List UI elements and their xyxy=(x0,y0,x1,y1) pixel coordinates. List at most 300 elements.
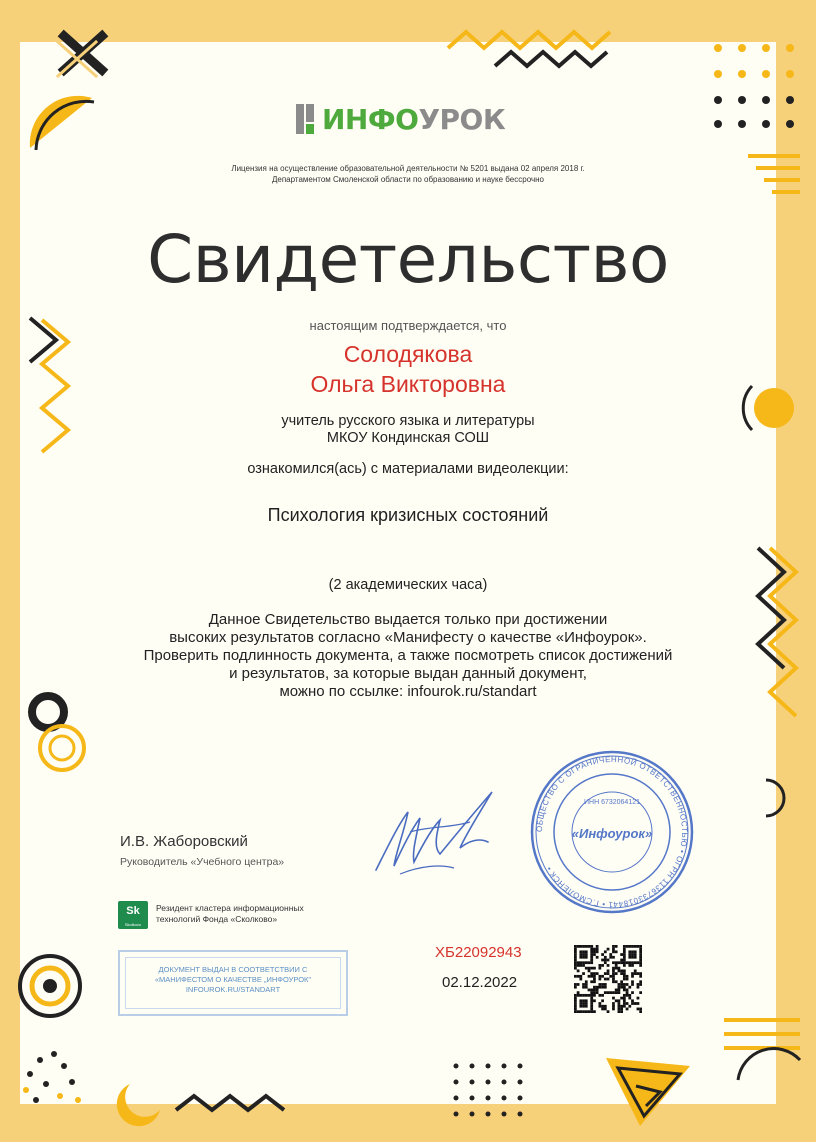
qr-module xyxy=(579,964,582,967)
qr-module xyxy=(623,961,626,964)
qr-module xyxy=(588,969,591,972)
qr-module xyxy=(601,994,604,997)
seal-center-text: «Инфоурок» xyxy=(571,826,653,841)
qr-module xyxy=(612,1002,615,1005)
qr-module xyxy=(620,997,623,1000)
qr-module xyxy=(582,1010,585,1013)
qr-module xyxy=(582,945,585,948)
qr-module xyxy=(574,986,577,989)
qr-module xyxy=(582,983,585,986)
qr-module xyxy=(604,1008,607,1011)
qr-module xyxy=(590,967,593,970)
qr-module xyxy=(574,945,577,948)
qr-module xyxy=(590,1002,593,1005)
qr-module xyxy=(623,983,626,986)
qr-module xyxy=(639,953,642,956)
notice-line-4: и результатов, за которые выдан данный документ, xyxy=(229,665,587,682)
qr-module xyxy=(590,972,593,975)
issue-date: 02.12.2022 xyxy=(442,974,518,991)
qr-module xyxy=(577,964,580,967)
qr-module xyxy=(582,961,585,964)
qr-module xyxy=(585,999,588,1002)
qr-module xyxy=(615,967,618,970)
qr-module xyxy=(623,997,626,1000)
qr-module xyxy=(590,961,593,964)
qr-module xyxy=(623,999,626,1002)
qr-module xyxy=(585,994,588,997)
qr-module xyxy=(593,1010,596,1013)
qr-module xyxy=(615,964,618,967)
qr-module xyxy=(612,972,615,975)
notice-line-5: можно по ссылке: infourok.ru/standart xyxy=(279,683,537,700)
qr-module xyxy=(618,1008,621,1011)
course-title: Психология кризисных состояний xyxy=(267,505,549,525)
qr-module xyxy=(598,975,601,978)
qr-module xyxy=(620,972,623,975)
logo-part-urok: УРОК xyxy=(418,103,506,136)
qr-module xyxy=(598,967,601,970)
qr-module xyxy=(577,1010,580,1013)
qr-module xyxy=(590,997,593,1000)
qr-module xyxy=(607,978,610,981)
qr-module xyxy=(634,969,637,972)
qr-module xyxy=(579,975,582,978)
qr-module xyxy=(615,950,618,953)
qr-module xyxy=(612,950,615,953)
qr-module xyxy=(585,1005,588,1008)
logo-wordmark xyxy=(322,103,505,137)
qr-module xyxy=(593,991,596,994)
qr-module xyxy=(601,986,604,989)
qr-module xyxy=(618,969,621,972)
qr-module xyxy=(596,945,599,948)
qr-module xyxy=(618,1002,621,1005)
qr-module xyxy=(639,975,642,978)
qr-module xyxy=(615,999,618,1002)
qr-module xyxy=(607,1010,610,1013)
qr-module xyxy=(574,964,577,967)
qr-module xyxy=(612,945,615,948)
qr-module xyxy=(593,967,596,970)
license-line-2: Департаментом Смоленской области по образованию и науке бессрочно xyxy=(271,175,545,184)
qr-module xyxy=(631,964,634,967)
qr-module xyxy=(574,1002,577,1005)
signatory-name: И.В. Жаборовский xyxy=(120,833,248,850)
qr-code-icon[interactable] xyxy=(574,945,642,1013)
skolkovo-badge-text: Sk xyxy=(126,905,140,917)
qr-module xyxy=(593,986,596,989)
qr-module xyxy=(590,975,593,978)
qr-module xyxy=(637,945,640,948)
qr-module xyxy=(585,950,588,953)
qr-module xyxy=(601,975,604,978)
qr-module xyxy=(585,983,588,986)
qr-module xyxy=(623,978,626,981)
qr-module xyxy=(615,972,618,975)
qr-module xyxy=(596,991,599,994)
acquainted-text: ознакомился(ась) с материалами видеолекции: xyxy=(247,461,569,477)
qr-module xyxy=(607,959,610,962)
qr-module xyxy=(607,948,610,951)
qr-module xyxy=(593,980,596,983)
seal-inn: ИНН 6732064121 xyxy=(583,799,641,806)
qr-module xyxy=(639,961,642,964)
qr-module xyxy=(582,964,585,967)
seal-ring-text: ОБЩЕСТВО С ОГРАНИЧЕННОЙ ОТВЕТСТВЕННОСТЬЮ • ОГРН 1136733018441 • Г.СМОЛЕНСК • xyxy=(534,754,690,910)
qr-module xyxy=(615,945,618,948)
qr-module xyxy=(618,986,621,989)
qr-module xyxy=(604,986,607,989)
qr-module xyxy=(593,989,596,992)
qr-module xyxy=(579,961,582,964)
logo-part-info: ИНФО xyxy=(322,103,419,136)
qr-module xyxy=(593,950,596,953)
license-line-1: Лицензия на осуществление образовательной деятельности № 5201 выдана 02 апреля 2018 г. xyxy=(231,164,585,173)
qr-module xyxy=(604,983,607,986)
qr-module xyxy=(577,991,580,994)
qr-module xyxy=(626,991,629,994)
qr-module xyxy=(577,994,580,997)
qr-module xyxy=(628,950,631,953)
qr-module xyxy=(628,964,631,967)
qr-module xyxy=(574,999,577,1002)
qr-module xyxy=(623,1005,626,1008)
qr-module xyxy=(634,961,637,964)
qr-module xyxy=(585,967,588,970)
qr-module xyxy=(579,1005,582,1008)
manifest-line-1: ДОКУМЕНТ ВЫДАН В СООТВЕТСТВИИ С xyxy=(158,965,308,974)
qr-module xyxy=(590,991,593,994)
notice-line-3: Проверить подлинность документа, а также посмотреть список достижений xyxy=(143,647,673,664)
qr-module xyxy=(582,1005,585,1008)
qr-module xyxy=(634,953,637,956)
qr-module xyxy=(590,1005,593,1008)
qr-module xyxy=(588,975,591,978)
qr-module xyxy=(634,972,637,975)
qr-module xyxy=(590,999,593,1002)
qr-module xyxy=(631,945,634,948)
qr-module xyxy=(601,999,604,1002)
qr-module xyxy=(579,994,582,997)
qr-module xyxy=(574,950,577,953)
qr-module xyxy=(620,986,623,989)
qr-module xyxy=(604,1005,607,1008)
qr-module xyxy=(628,1005,631,1008)
qr-module xyxy=(590,1008,593,1011)
qr-module xyxy=(631,975,634,978)
qr-module xyxy=(612,956,615,959)
qr-module xyxy=(579,1002,582,1005)
qr-module xyxy=(604,972,607,975)
qr-module xyxy=(637,1008,640,1011)
qr-module xyxy=(598,978,601,981)
qr-module xyxy=(623,959,626,962)
qr-module xyxy=(588,994,591,997)
qr-module xyxy=(623,975,626,978)
qr-module xyxy=(579,956,582,959)
qr-module xyxy=(637,997,640,1000)
qr-module xyxy=(618,1005,621,1008)
qr-module xyxy=(631,983,634,986)
qr-module xyxy=(612,975,615,978)
qr-module xyxy=(612,1008,615,1011)
qr-module xyxy=(574,953,577,956)
qr-module xyxy=(618,983,621,986)
qr-module xyxy=(585,1002,588,1005)
qr-module xyxy=(618,999,621,1002)
manifest-stamp-box xyxy=(118,950,348,1016)
skolkovo-line-1: Резидент кластера информационных xyxy=(156,903,304,913)
qr-module xyxy=(579,978,582,981)
qr-module xyxy=(574,975,577,978)
qr-module xyxy=(593,948,596,951)
qr-module xyxy=(626,1002,629,1005)
qr-module xyxy=(639,945,642,948)
position-line-1: учитель русского языка и литературы xyxy=(281,413,535,429)
qr-module xyxy=(596,948,599,951)
qr-module xyxy=(623,986,626,989)
qr-module xyxy=(628,945,631,948)
qr-module xyxy=(582,956,585,959)
qr-module xyxy=(593,953,596,956)
qr-module xyxy=(590,950,593,953)
confirm-text: настоящим подтверждается, что xyxy=(309,318,507,333)
qr-module xyxy=(601,1005,604,1008)
qr-module xyxy=(593,994,596,997)
notice-line-1: Данное Свидетельство выдается только при достижении xyxy=(208,611,608,628)
qr-module xyxy=(588,967,591,970)
qr-module xyxy=(577,945,580,948)
qr-module xyxy=(577,975,580,978)
qr-module xyxy=(588,989,591,992)
qr-module xyxy=(598,986,601,989)
skolkovo-badge-icon xyxy=(118,901,148,929)
qr-module xyxy=(574,983,577,986)
qr-module xyxy=(585,945,588,948)
qr-module xyxy=(574,961,577,964)
qr-module xyxy=(631,953,634,956)
qr-module xyxy=(623,953,626,956)
qr-module xyxy=(590,980,593,983)
qr-module xyxy=(620,953,623,956)
qr-module xyxy=(582,972,585,975)
qr-module xyxy=(590,1010,593,1013)
company-seal-icon xyxy=(528,748,696,916)
qr-module xyxy=(634,950,637,953)
qr-module xyxy=(574,967,577,970)
manifest-line-2: «МАНИФЕСТОМ О КАЧЕСТВЕ „ИНФОУРОК" xyxy=(154,975,312,984)
qr-module xyxy=(631,972,634,975)
qr-module xyxy=(598,1005,601,1008)
qr-module xyxy=(637,972,640,975)
qr-module xyxy=(620,1005,623,1008)
qr-module xyxy=(588,1010,591,1013)
qr-module xyxy=(634,1002,637,1005)
qr-module xyxy=(639,964,642,967)
qr-module xyxy=(612,978,615,981)
qr-module xyxy=(574,994,577,997)
qr-module xyxy=(601,1008,604,1011)
qr-module xyxy=(623,1002,626,1005)
qr-module xyxy=(574,948,577,951)
qr-module xyxy=(626,989,629,992)
qr-module xyxy=(598,983,601,986)
qr-module xyxy=(607,991,610,994)
qr-module xyxy=(626,978,629,981)
qr-module xyxy=(598,994,601,997)
serial-number: ХБ22092943 xyxy=(435,944,522,961)
qr-module xyxy=(579,1010,582,1013)
skolkovo-badge-sub: Skolkovo xyxy=(124,922,142,927)
recipient-given-name: Ольга Викторовна xyxy=(310,371,506,397)
qr-module xyxy=(612,980,615,983)
qr-module xyxy=(596,950,599,953)
qr-module xyxy=(609,975,612,978)
qr-module xyxy=(637,1002,640,1005)
qr-module xyxy=(612,1005,615,1008)
qr-module xyxy=(628,953,631,956)
qr-module xyxy=(604,950,607,953)
qr-module xyxy=(585,986,588,989)
qr-module xyxy=(637,983,640,986)
qr-module xyxy=(637,961,640,964)
qr-module xyxy=(590,948,593,951)
qr-module xyxy=(588,961,591,964)
qr-module xyxy=(631,999,634,1002)
qr-module xyxy=(639,983,642,986)
qr-module xyxy=(626,983,629,986)
qr-module xyxy=(590,994,593,997)
qr-module xyxy=(590,945,593,948)
qr-module xyxy=(615,980,618,983)
qr-module xyxy=(585,1010,588,1013)
qr-module xyxy=(590,953,593,956)
qr-module xyxy=(639,991,642,994)
qr-module xyxy=(577,969,580,972)
qr-module xyxy=(582,994,585,997)
qr-module xyxy=(618,991,621,994)
qr-module xyxy=(639,956,642,959)
qr-module xyxy=(626,961,629,964)
qr-module xyxy=(620,1008,623,1011)
qr-module xyxy=(601,959,604,962)
qr-module xyxy=(628,961,631,964)
qr-module xyxy=(582,986,585,989)
qr-module xyxy=(574,1010,577,1013)
qr-module xyxy=(609,953,612,956)
qr-module xyxy=(574,1005,577,1008)
qr-module xyxy=(634,945,637,948)
qr-module xyxy=(596,972,599,975)
qr-module xyxy=(593,972,596,975)
qr-module xyxy=(585,961,588,964)
qr-module xyxy=(623,994,626,997)
qr-module xyxy=(615,961,618,964)
qr-module xyxy=(628,986,631,989)
qr-module xyxy=(639,980,642,983)
hours-text: (2 академических часа) xyxy=(328,577,488,593)
qr-module xyxy=(579,953,582,956)
qr-module xyxy=(628,997,631,1000)
qr-module xyxy=(639,972,642,975)
qr-module xyxy=(609,956,612,959)
qr-module xyxy=(604,991,607,994)
qr-module xyxy=(598,964,601,967)
qr-module xyxy=(574,1008,577,1011)
qr-module xyxy=(623,945,626,948)
qr-module xyxy=(579,945,582,948)
skolkovo-line-2: технологий Фонда «Сколково» xyxy=(156,914,278,924)
qr-module xyxy=(631,980,634,983)
qr-module xyxy=(618,967,621,970)
qr-module xyxy=(615,989,618,992)
qr-module xyxy=(623,950,626,953)
qr-module xyxy=(612,967,615,970)
signatory-role: Руководитель «Учебного центра» xyxy=(120,856,285,868)
qr-module xyxy=(634,956,637,959)
certificate-title: Свидетельство xyxy=(147,221,669,298)
qr-module xyxy=(607,964,610,967)
recipient-surname: Солодякова xyxy=(343,341,473,367)
qr-module xyxy=(618,961,621,964)
qr-module xyxy=(626,945,629,948)
qr-module xyxy=(620,1010,623,1013)
qr-module xyxy=(585,980,588,983)
qr-module xyxy=(620,983,623,986)
certificate-sheet xyxy=(20,42,776,1104)
qr-module xyxy=(615,991,618,994)
qr-module xyxy=(582,953,585,956)
qr-module xyxy=(631,956,634,959)
qr-module xyxy=(609,991,612,994)
qr-module xyxy=(577,961,580,964)
qr-module xyxy=(618,989,621,992)
qr-module xyxy=(620,980,623,983)
qr-module xyxy=(574,956,577,959)
qr-module xyxy=(596,986,599,989)
qr-module xyxy=(623,989,626,992)
qr-module xyxy=(585,956,588,959)
qr-module xyxy=(582,999,585,1002)
qr-module xyxy=(620,969,623,972)
notice-line-2: высоких результатов согласно «Манифесту о качестве «Инфоурок». xyxy=(169,629,647,646)
qr-module xyxy=(626,975,629,978)
qr-module xyxy=(612,997,615,1000)
qr-module xyxy=(620,961,623,964)
qr-module xyxy=(628,956,631,959)
qr-module xyxy=(631,991,634,994)
qr-module xyxy=(623,956,626,959)
manifest-stamp-text xyxy=(120,965,346,995)
qr-module xyxy=(601,964,604,967)
qr-module xyxy=(590,956,593,959)
qr-module xyxy=(604,961,607,964)
qr-module xyxy=(579,999,582,1002)
skolkovo-text xyxy=(156,903,356,925)
qr-module xyxy=(596,956,599,959)
qr-module xyxy=(593,975,596,978)
qr-module xyxy=(623,948,626,951)
qr-module xyxy=(574,997,577,1000)
qr-module xyxy=(612,948,615,951)
position-line-2: МКОУ Кондинская СОШ xyxy=(326,430,490,446)
qr-module xyxy=(604,959,607,962)
qr-module xyxy=(623,964,626,967)
manifest-line-3: INFOUROK.RU/STANDART xyxy=(185,985,281,994)
qr-module xyxy=(639,1010,642,1013)
qr-module xyxy=(590,959,593,962)
qr-module xyxy=(579,950,582,953)
